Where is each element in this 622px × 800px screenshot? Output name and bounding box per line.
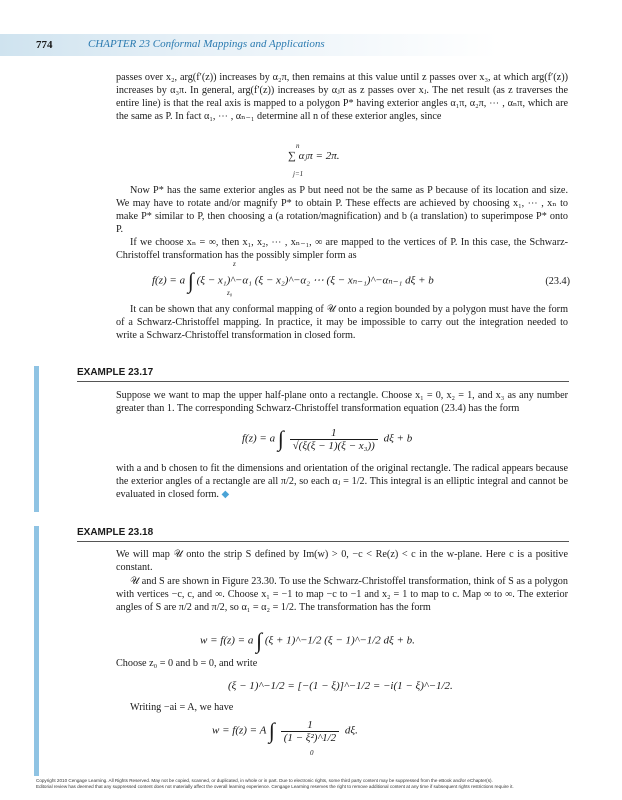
denominator: (1 − ξ²)^1/2 [283, 731, 337, 744]
paragraph [116, 462, 568, 501]
sum-upper-limit: n [296, 142, 300, 150]
integral-sign-icon: ∫ [277, 426, 284, 451]
paragraph: Suppose we want to map the upper half-plane onto a rectangle. Choose x₁ = 0, x₂ = 1, and x₃ as any number greater than 1. The corresponding Schwarz-Christoffel transformation equation (23.4) has the form [116, 390, 568, 414]
example-equation: (ξ − 1)^−1/2 = [−(1 − ξ)]^−1/2 = −i(1 − ξ)^−1/2. [228, 680, 453, 692]
integral-lower-limit: 0 [310, 749, 314, 757]
example-sidebar-bar [34, 366, 39, 512]
copyright-footer [36, 778, 596, 790]
example-heading: EXAMPLE 23.18 [77, 527, 154, 538]
integral-sign-icon: ∫ [268, 718, 275, 743]
paragraph: 𝒰 and S are shown in Figure 23.30. To use the Schwarz-Christoffel transformation, think of S as a polygon with vertices −c, c, and ∞. Choose x₁ = −1 to map −c to −1 and x₂ = 1 to map to c. Map ∞ to ∞. The exterior angles of S are π/2 and π/2, so α₁ = α₂ = 1/2. The transformation has the form [116, 576, 568, 613]
paragraph: Choose z₀ = 0 and b = 0, and write [116, 658, 258, 669]
integral-upper-limit: z [233, 260, 236, 268]
numerator: 1 [281, 719, 339, 732]
footer-line: Copyright 2010 Cengage Learning. All Rights Reserved. May not be copied, scanned, or duplicated, in whole or in part. Due to electronic rights, some third party content may be suppressed from the eBook and/or eChapter(s). [36, 778, 493, 783]
chapter-title: CHAPTER 23 Conformal Mappings and Applications [88, 38, 325, 50]
sum-equation: ∑ αⱼπ = 2π. [288, 150, 340, 162]
example-equation [200, 628, 415, 654]
integral-sign-icon: ∫ [256, 628, 263, 653]
page-number: 774 [36, 39, 53, 51]
denominator: √(ξ(ξ − 1)(ξ − x₃)) [292, 439, 375, 452]
paragraph: passes over x₂, arg(f′(z)) increases by α₂π, then remains at this value until z passes over x₃, at which arg(f′(z)) increases by α₃π. In general, arg(f′(z)) increases by αⱼπ as z passes over xⱼ. The net result (as z traverses the entire line) is that the real axis is mapped to a polygon P* having exterior angles α₁π, α₂π, ⋯ , αₙπ, which are the same as P. In fact α₁, ⋯ , αₙ₋₁ determine all n of these exterior angles, since [116, 72, 568, 122]
example-rule [77, 541, 569, 542]
numerator: 1 [290, 427, 378, 440]
end-of-example-icon: ◆ [221, 489, 230, 500]
equation-body: (ξ + 1)^−1/2 (ξ − 1)^−1/2 dξ + b. [264, 634, 415, 647]
example-equation [212, 718, 358, 744]
example-rule [77, 381, 569, 382]
equation-lhs: w = f(z) = A [212, 724, 267, 737]
equation-23-4 [152, 268, 434, 294]
paragraph: It can be shown that any conformal mapping of 𝒰 onto a region bounded by a polygon must have the form of a Schwarz-Christoffel mapping. In practice, it may be impossible to carry out the integration needed to write a Schwarz-Christoffel transformation in closed form. [116, 304, 568, 341]
fraction [290, 427, 378, 452]
example-heading: EXAMPLE 23.17 [77, 367, 154, 378]
equation-lhs: f(z) = a [152, 274, 186, 287]
paragraph: If we choose xₙ = ∞, then x₁, x₂, ⋯ , xₙ₋₁, ∞ are mapped to the vertices of P. In this case, the Schwarz-Christoffel transformation has the possibly simpler form as [116, 237, 568, 261]
equation-lhs: w = f(z) = a [200, 634, 254, 647]
paragraph-text: with a and b chosen to fit the dimensions and orientation of the original rectangle. The radical appears because the exterior angles of a rectangle are all π/2, so each αⱼ = 1/2. This integral is an elliptic integral and cannot be evaluated in closed form. [116, 463, 568, 500]
equation-body: (ξ − x₁)^−α₁ (ξ − x₂)^−α₂ ⋯ (ξ − xₙ₋₁)^−αₙ₋₁ dξ + b [196, 274, 434, 287]
equation-lhs: f(z) = a [242, 432, 276, 445]
equation-tail: dξ. [344, 724, 358, 737]
paragraph: Writing −ai = A, we have [130, 702, 234, 713]
equation-tail: dξ + b [383, 432, 413, 445]
example-sidebar-bar [34, 526, 39, 776]
paragraph: Now P* has the same exterior angles as P but need not be the same as P because of its location and size. We may have to rotate and/or magnify P* to obtain P. These effects are achieved by choosing x₁, ⋯ , xₙ to make P* similar to P, then choosing a (a rotation/magnification) and b (a translation) to superimpose P* onto P. [116, 185, 568, 235]
paragraph: We will map 𝒰 onto the strip S defined by Im(w) > 0, −c < Re(z) < c in the w-plane. Here c is a positive constant. [116, 549, 568, 573]
equation-number: (23.4) [545, 276, 570, 287]
example-equation [242, 426, 412, 452]
fraction [281, 719, 339, 744]
integral-lower-limit: z₀ [227, 289, 233, 297]
footer-line: Editorial review has deemed that any suppressed content does not materially affect the overall learning experience. Cengage Learning reserves the right to remove additional content at any time if subsequent rights restrictions require it. [36, 784, 514, 789]
integral-sign-icon: ∫ [187, 268, 194, 293]
sum-lower-limit: j=1 [293, 170, 304, 178]
